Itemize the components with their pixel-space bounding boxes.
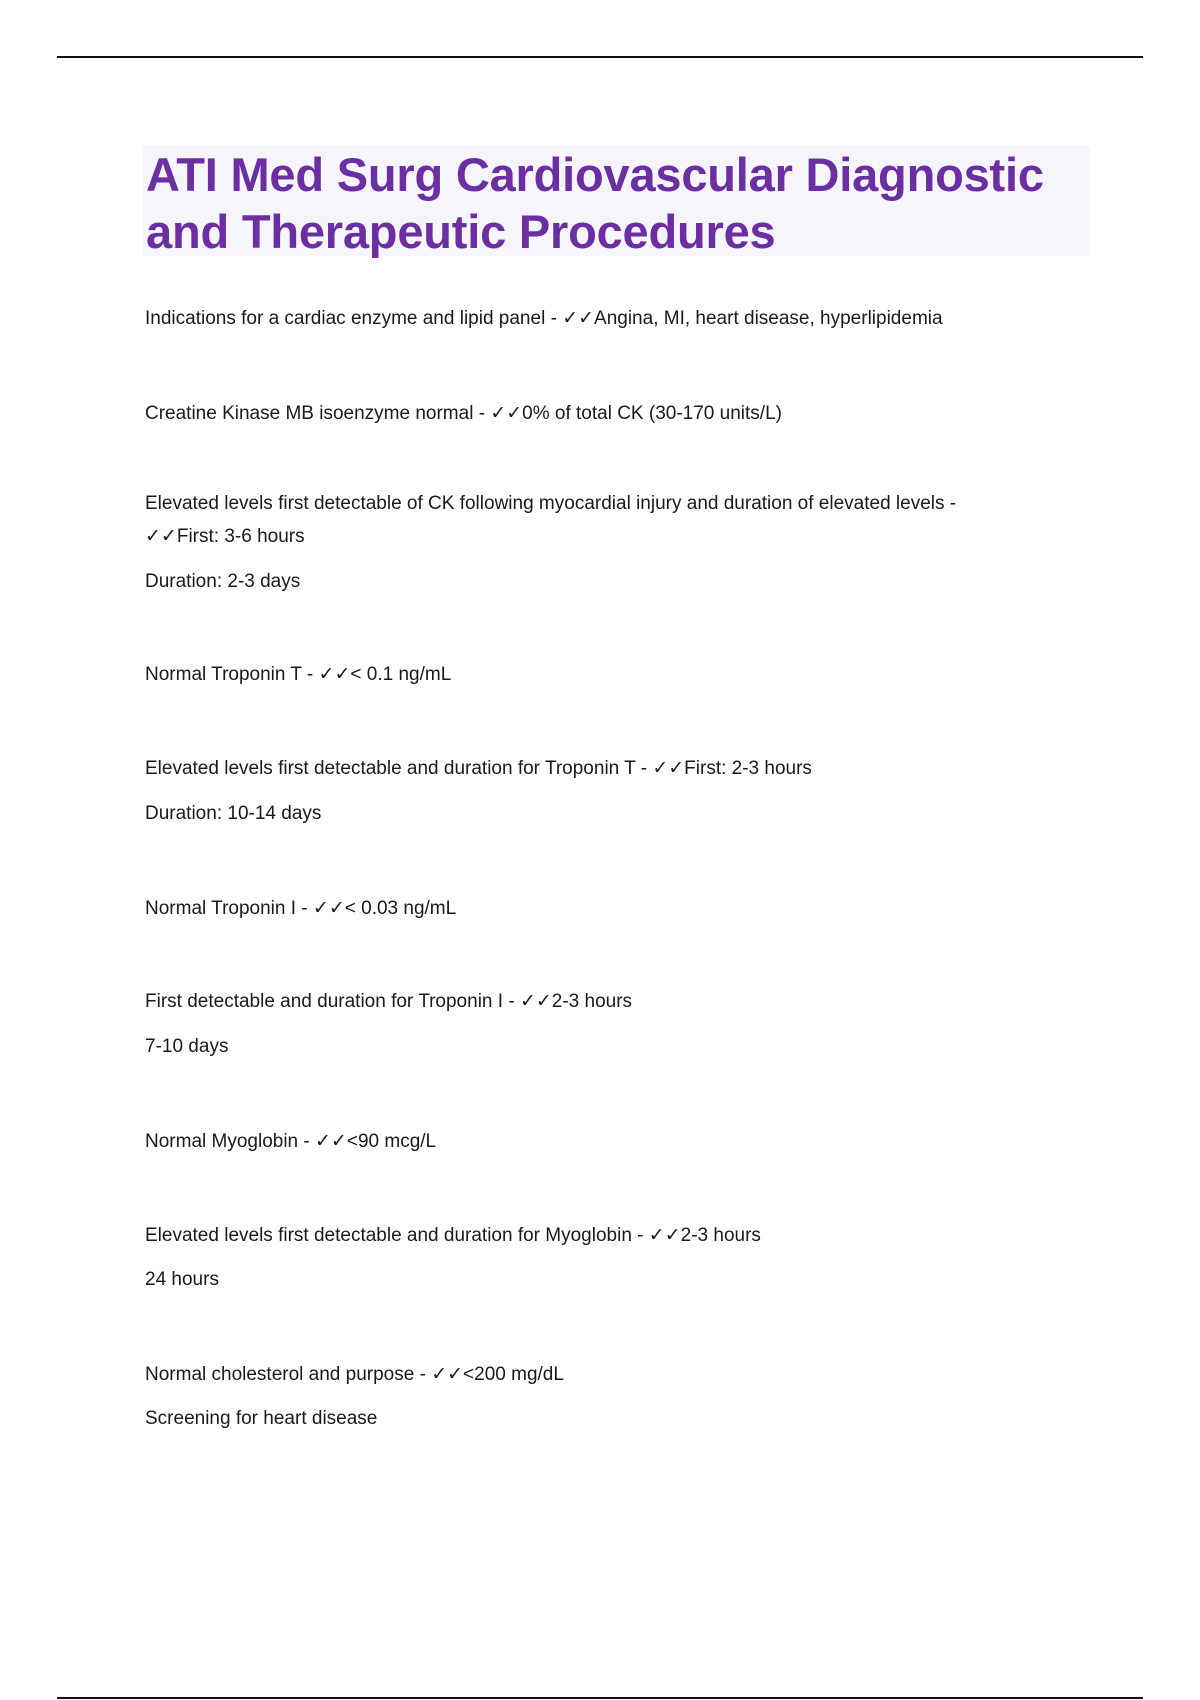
separator: - bbox=[298, 1131, 316, 1152]
qa-entry bbox=[145, 493, 1075, 593]
qa-line bbox=[145, 402, 1075, 425]
qa-line bbox=[145, 1130, 1075, 1153]
answer-text: <90 mcg/L bbox=[346, 1131, 437, 1152]
double-check-icon: ✓✓ bbox=[318, 663, 351, 685]
title-line-2: and Therapeutic Procedures bbox=[146, 205, 776, 258]
double-check-icon: ✓✓ bbox=[145, 525, 177, 547]
qa-entry bbox=[145, 663, 1075, 686]
answer-extra: 24 hours bbox=[145, 1269, 219, 1290]
answer-text: 0% of total CK (30-170 units/L) bbox=[522, 403, 782, 424]
question-text: Elevated levels first detectable and duration for Troponin T bbox=[145, 758, 636, 779]
double-check-icon: ✓✓ bbox=[431, 1363, 464, 1385]
question-text: Creatine Kinase MB isoenzyme normal bbox=[145, 403, 474, 424]
question-text: Elevated levels first detectable and duration for Myoglobin bbox=[145, 1225, 632, 1246]
answer-text: 2-3 hours bbox=[551, 991, 633, 1012]
qa-line bbox=[145, 493, 1075, 515]
separator: - bbox=[944, 493, 957, 514]
page-title bbox=[143, 146, 1090, 260]
qa-line bbox=[145, 897, 1075, 920]
separator: - bbox=[301, 664, 319, 685]
separator: - bbox=[473, 403, 491, 424]
separator: - bbox=[545, 308, 563, 329]
answer-text: <200 mg/dL bbox=[463, 1364, 564, 1385]
qa-entry bbox=[145, 990, 1075, 1058]
double-check-icon: ✓✓ bbox=[562, 307, 595, 329]
qa-entry bbox=[145, 307, 1075, 330]
question-text: Normal cholesterol and purpose bbox=[145, 1364, 415, 1385]
double-check-icon: ✓✓ bbox=[519, 990, 552, 1012]
answer-extra: 7-10 days bbox=[145, 1036, 229, 1057]
answer-text: Angina, MI, heart disease, hyperlipidemia bbox=[594, 308, 943, 329]
qa-line bbox=[145, 990, 1075, 1013]
qa-line bbox=[145, 307, 1075, 330]
top-rule bbox=[57, 56, 1143, 58]
separator: - bbox=[296, 898, 313, 919]
question-text: Normal Myoglobin bbox=[145, 1131, 299, 1152]
bottom-rule bbox=[57, 1697, 1143, 1699]
qa-entry bbox=[145, 1224, 1075, 1291]
answer-text: < 0.03 ng/mL bbox=[344, 898, 457, 919]
title-line-1: ATI Med Surg Cardiovascular Diagnostic bbox=[146, 148, 1044, 201]
qa-line bbox=[145, 1224, 1075, 1247]
qa-entry bbox=[145, 757, 1075, 825]
qa-line bbox=[145, 757, 1075, 780]
qa-entry bbox=[145, 897, 1075, 920]
qa-line bbox=[145, 1363, 1075, 1386]
double-check-icon: ✓✓ bbox=[490, 402, 523, 424]
answer-text: 2-3 hours bbox=[680, 1225, 761, 1246]
answer-text: < 0.1 ng/mL bbox=[350, 664, 452, 685]
double-check-icon: ✓✓ bbox=[312, 897, 345, 919]
separator: - bbox=[414, 1364, 432, 1385]
qa-entry bbox=[145, 402, 1075, 425]
separator: - bbox=[631, 1225, 649, 1246]
double-check-icon: ✓✓ bbox=[315, 1130, 347, 1152]
double-check-icon: ✓✓ bbox=[652, 757, 685, 779]
question-text: First detectable and duration for Troponin I bbox=[145, 991, 504, 1012]
title-block bbox=[143, 146, 1090, 256]
separator: - bbox=[503, 991, 520, 1012]
question-text: Normal Troponin I bbox=[145, 898, 297, 919]
separator: - bbox=[635, 758, 653, 779]
question-text: Normal Troponin T bbox=[145, 664, 302, 685]
answer-text: First: 2-3 hours bbox=[684, 758, 812, 779]
answer-extra: Duration: 10-14 days bbox=[145, 803, 322, 824]
question-text: Elevated levels first detectable of CK following myocardial injury and duration of elevated levels bbox=[145, 493, 945, 514]
qa-entry bbox=[145, 1130, 1075, 1153]
answer-extra: Duration: 2-3 days bbox=[145, 571, 301, 592]
double-check-icon: ✓✓ bbox=[648, 1224, 681, 1246]
qa-line-continued bbox=[145, 525, 1075, 548]
answer-text: First: 3-6 hours bbox=[176, 526, 305, 547]
qa-entry bbox=[145, 1363, 1075, 1430]
answer-extra: Screening for heart disease bbox=[145, 1408, 378, 1429]
qa-line bbox=[145, 663, 1075, 686]
question-text: Indications for a cardiac enzyme and lipid panel bbox=[145, 308, 546, 329]
